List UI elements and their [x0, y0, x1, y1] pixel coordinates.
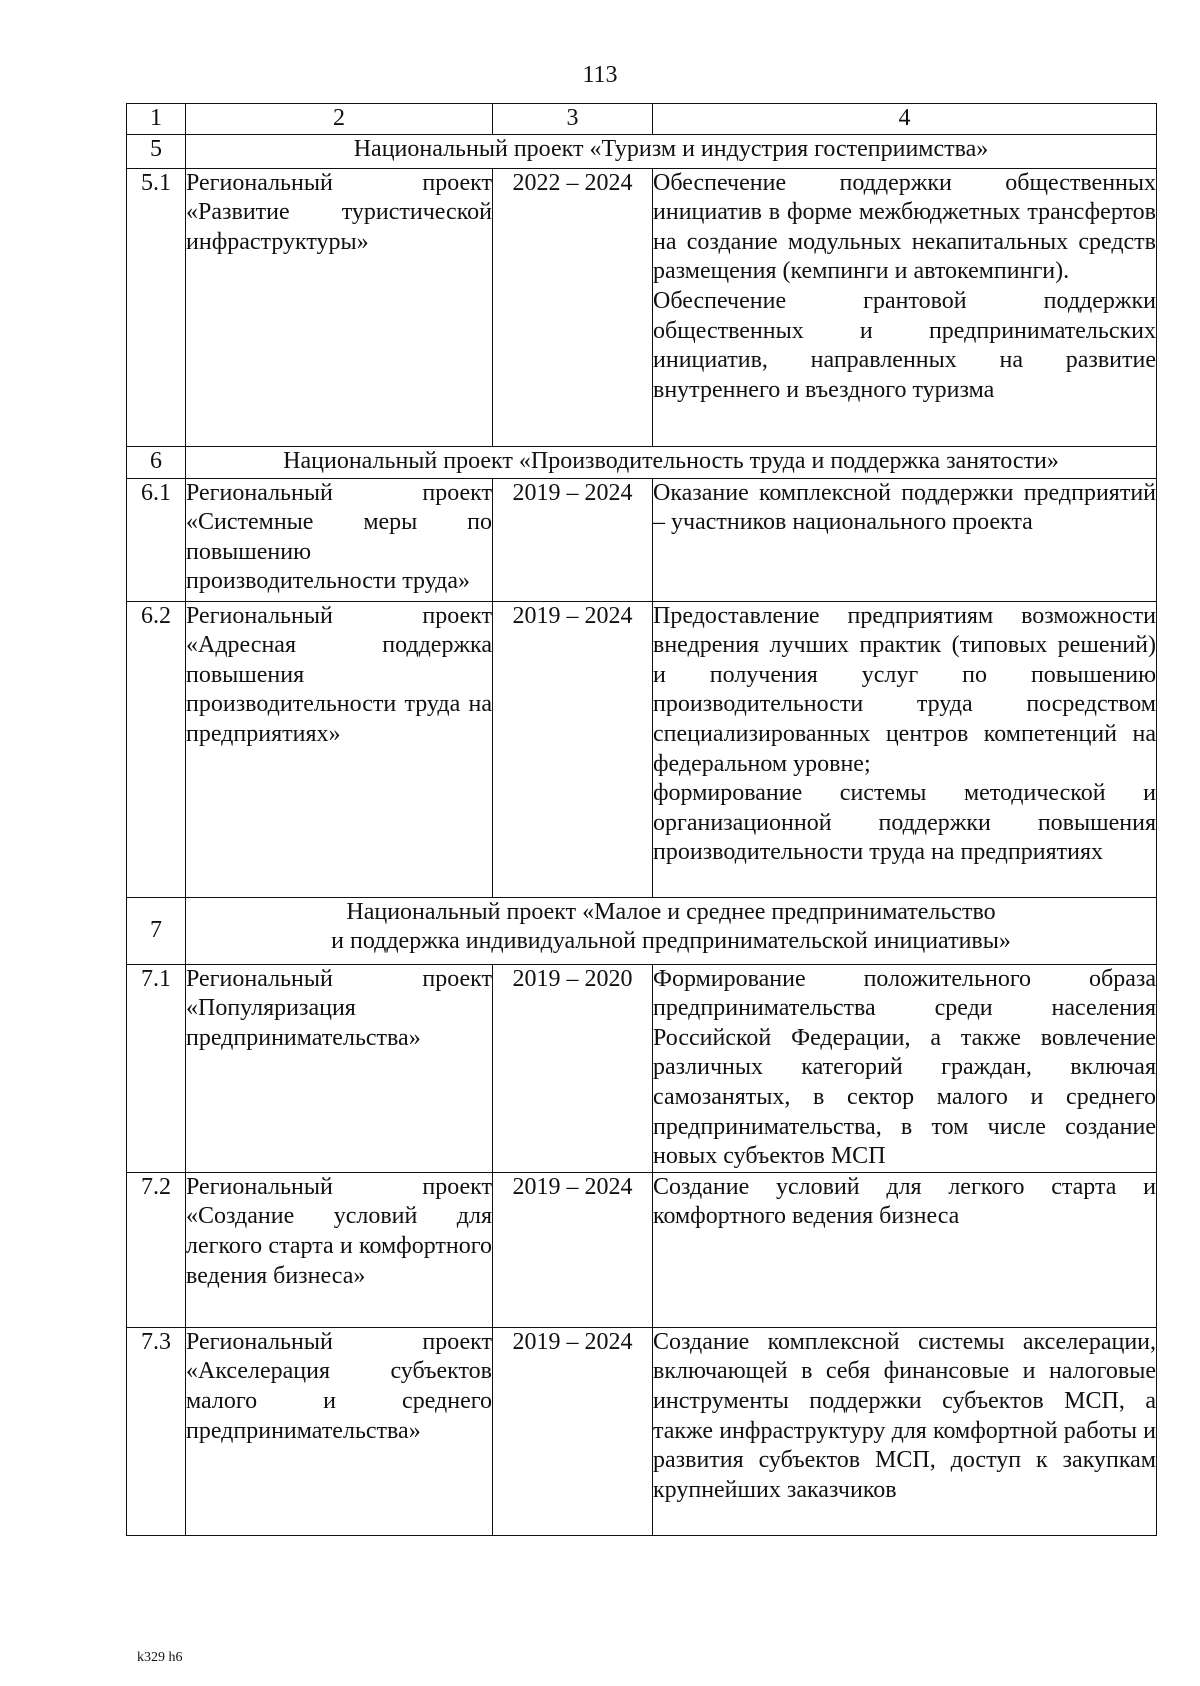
description-paragraph: Обеспечение поддержки общественных инициатив в форме межбюджетных трансфертов на создание модульных некапитальных средств размещения (кемпинги и автокемпинги). — [653, 169, 1156, 285]
project-years: 2019 – 2024 — [493, 1172, 653, 1327]
row-number: 6.2 — [127, 601, 186, 897]
project-name: Региональный проект «Системные меры по повышению производительности труда» — [186, 478, 493, 601]
row-number: 7.1 — [127, 964, 186, 1172]
row-number: 5.1 — [127, 168, 186, 446]
section-row — [127, 446, 1157, 478]
project-name: Региональный проект «Популяризация предпринимательства» — [186, 964, 493, 1172]
project-name: Региональный проект «Акселерация субъектов малого и среднего предпринимательства» — [186, 1327, 493, 1535]
table-row — [127, 1327, 1157, 1535]
project-description — [653, 478, 1157, 601]
project-name: Региональный проект «Адресная поддержка повышения производительности труда на предприятиях» — [186, 601, 493, 897]
section-title: Национальный проект «Производительность труда и поддержка занятости» — [186, 446, 1157, 478]
description-paragraph: Создание комплексной системы акселерации, включающей в себя финансовые и налоговые инструменты поддержки субъектов МСП, а также инфраструктуру для комфортной работы и развития субъектов МСП, доступ к закупкам крупнейших заказчиков — [653, 1328, 1156, 1503]
section-row — [127, 897, 1157, 964]
description-paragraph: Предоставление предприятиям возможности внедрения лучших практик (типовых решений) и получения услуг по повышению производительности труда посредством специализированных центров компетенций на федеральном уровне; — [653, 602, 1156, 777]
table-row — [127, 964, 1157, 1172]
projects-table — [126, 103, 1157, 1536]
header-col-2: 2 — [186, 104, 493, 135]
table-row — [127, 601, 1157, 897]
project-years: 2019 – 2024 — [493, 1327, 653, 1535]
section-title-line: Национальный проект «Малое и среднее предпринимательство — [346, 898, 996, 925]
project-years: 2022 – 2024 — [493, 168, 653, 446]
page-number: 113 — [582, 62, 618, 88]
project-description — [653, 601, 1157, 897]
project-name: Региональный проект «Развитие туристической инфраструктуры» — [186, 168, 493, 446]
header-col-3: 3 — [493, 104, 653, 135]
project-name: Региональный проект «Создание условий для легкого старта и комфортного ведения бизнеса» — [186, 1172, 493, 1327]
section-title — [186, 897, 1157, 964]
row-number: 6.1 — [127, 478, 186, 601]
footer-code: k329 h6 — [137, 1650, 183, 1665]
project-description — [653, 964, 1157, 1172]
description-paragraph: Формирование положительного образа предпринимательства среди населения Российской Федерации, а также вовлечение различных категорий граждан, включая самозанятых, в сектор малого и среднего предпринимательства, в том числе создание новых субъектов МСП — [653, 965, 1156, 1170]
section-number: 5 — [127, 134, 186, 168]
description-paragraph: Создание условий для легкого старта и комфортного ведения бизнеса — [653, 1173, 1156, 1230]
project-years: 2019 – 2024 — [493, 478, 653, 601]
table-row — [127, 168, 1157, 446]
project-years: 2019 – 2024 — [493, 601, 653, 897]
project-years: 2019 – 2020 — [493, 964, 653, 1172]
row-number: 7.3 — [127, 1327, 186, 1535]
description-paragraph: Обеспечение грантовой поддержки общественных и предпринимательских инициатив, направленных на развитие внутреннего и въездного туризма — [653, 287, 1156, 403]
project-description — [653, 168, 1157, 446]
description-paragraph: Оказание комплексной поддержки предприятий – участников национального проекта — [653, 479, 1156, 536]
header-col-1: 1 — [127, 104, 186, 135]
project-description — [653, 1172, 1157, 1327]
description-paragraph: формирование системы методической и организационной поддержки повышения производительности труда на предприятиях — [653, 780, 1156, 866]
table-row — [127, 478, 1157, 601]
table-row — [127, 1172, 1157, 1327]
header-col-4: 4 — [653, 104, 1157, 135]
project-description — [653, 1327, 1157, 1535]
section-title: Национальный проект «Туризм и индустрия гостеприимства» — [186, 134, 1157, 168]
section-row — [127, 134, 1157, 168]
section-title-line: и поддержка индивидуальной предпринимательской инициативы» — [331, 928, 1011, 955]
row-number: 7.2 — [127, 1172, 186, 1327]
table-header-row — [127, 104, 1157, 135]
section-number: 6 — [127, 446, 186, 478]
section-number: 7 — [127, 897, 186, 964]
